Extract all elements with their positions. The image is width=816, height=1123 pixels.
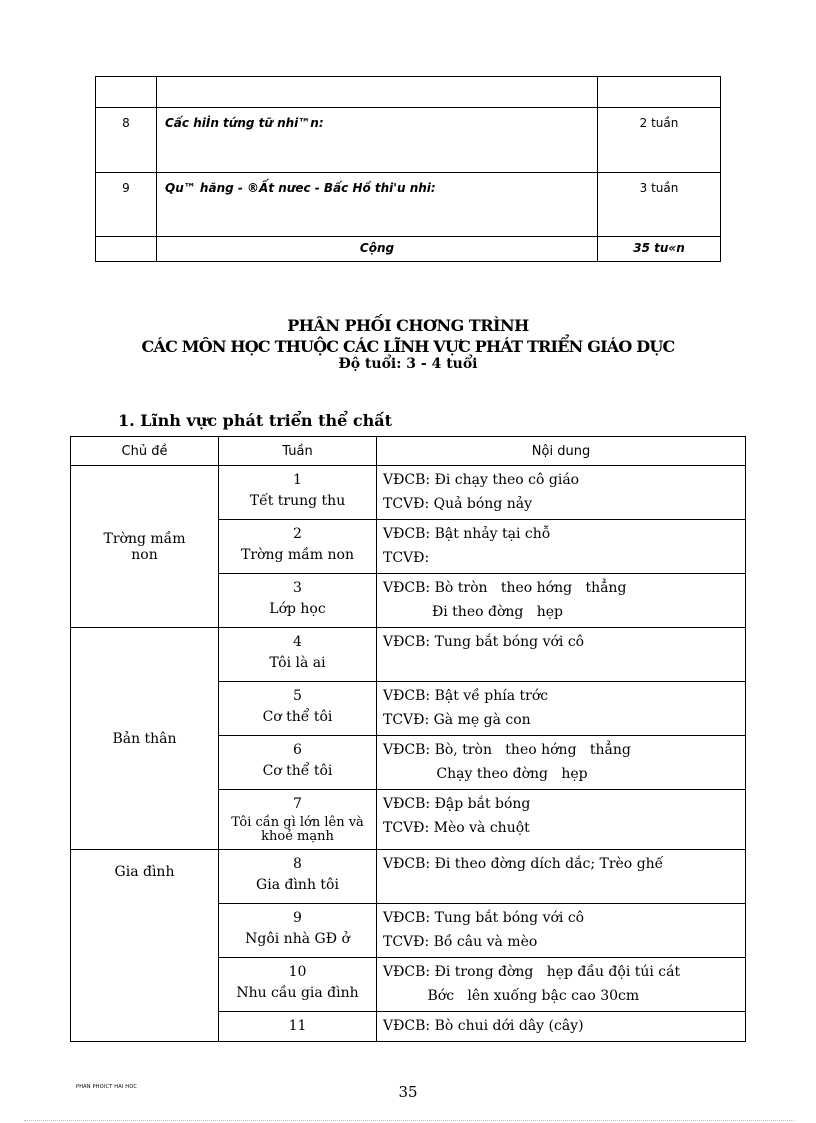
- table-row: [96, 173, 721, 237]
- table-row: [71, 466, 746, 520]
- week-name: Cơ thể tôi: [262, 763, 333, 779]
- week-number: 1: [293, 472, 302, 488]
- week-number: 11: [288, 1018, 307, 1034]
- curriculum-table: [70, 436, 746, 1042]
- content-line: TCVĐ:: [383, 550, 430, 566]
- topic-cell: Gia đình: [114, 864, 175, 880]
- content-line: VĐCB: Tung bắt bóng với cô: [383, 634, 585, 650]
- content-line: Bớc lên xuống bậc cao 30cm: [383, 988, 640, 1004]
- row-duration: [598, 77, 721, 108]
- header-topic: Chủ đề: [71, 437, 219, 466]
- week-name: Ngôi nhà GĐ ở: [245, 931, 350, 947]
- content-line: VĐCB: Bật về phía trớc: [383, 688, 549, 704]
- heading-line-2: CÁC MÔN HỌC THUỘC CÁC LĨNH VỰC PHÁT TRIỂN GIÁO DỤC: [141, 337, 675, 356]
- schedule-table-top: [95, 76, 721, 262]
- topic-cell: Bản thân: [112, 730, 177, 747]
- row-topic: Qu™ hăng - ®Ất nưec - Bấc Hồ thi'u nhi:: [165, 181, 436, 195]
- content-line: TCVĐ: Quả bóng nảy: [383, 496, 533, 512]
- week-name: Nhu cầu gia đình: [236, 985, 359, 1001]
- total-label: Cộng: [359, 241, 395, 255]
- content-line: VĐCB: Đi trong đờng hẹp đầu đội túi cát: [383, 964, 681, 980]
- content-line: VĐCB: Đi theo đờng dích dắc; Trèo ghế: [383, 856, 664, 872]
- content-line: Đi theo đờng hẹp: [383, 604, 563, 620]
- table-row: [96, 77, 721, 108]
- content-line: VĐCB: Bò, tròn theo hớng thẳng: [383, 742, 631, 758]
- footer-tiny-text: PHAN PHOICT HAI HOC: [76, 1084, 138, 1090]
- row-number: 9: [122, 181, 130, 195]
- week-name: Gia đình tôi: [256, 877, 339, 893]
- table-row: [96, 108, 721, 173]
- total-value: 35 tu«n: [633, 241, 685, 255]
- row-duration: 3 tuần: [639, 181, 679, 195]
- week-name: Tôi là ai: [269, 655, 326, 671]
- content-line: VĐCB: Đập bắt bóng: [383, 796, 531, 812]
- page-number: 35: [398, 1083, 418, 1101]
- header-week: Tuần: [219, 437, 377, 466]
- content-line: VĐCB: Bật nhảy tại chỗ: [383, 526, 551, 542]
- content-line: VĐCB: Bò tròn theo hớng thẳng: [383, 580, 627, 596]
- topic-cell: Trờng mầm non: [103, 530, 186, 563]
- week-number: 10: [288, 964, 307, 980]
- week-number: 6: [293, 742, 302, 758]
- week-name: Cơ thể tôi: [262, 709, 333, 725]
- week-name: Lớp học: [269, 601, 326, 617]
- week-number: 8: [293, 856, 302, 872]
- table-row: [71, 628, 746, 682]
- week-name: Tôi cần gì lớn lên và khoẻ mạnh: [231, 815, 364, 844]
- table-row: [71, 850, 746, 904]
- heading-line-1: PHÂN PHỐI CHƠNG TRÌNH: [287, 316, 529, 335]
- week-number: 5: [293, 688, 302, 704]
- week-name: Trờng mầm non: [241, 547, 354, 563]
- table-header-row: [71, 437, 746, 466]
- heading-line-3: Độ tuổi: 3 - 4 tuổi: [338, 356, 478, 372]
- row-topic: Cấc hiİn tứng tữ nhi™n:: [165, 116, 324, 130]
- content-line: Chạy theo đờng hẹp: [383, 766, 588, 782]
- content-line: TCVĐ: Bồ câu và mèo: [383, 934, 538, 950]
- row-number: [96, 77, 157, 108]
- total-row: [96, 237, 721, 262]
- week-number: 2: [293, 526, 302, 542]
- content-line: VĐCB: Tung bắt bóng với cô: [383, 910, 585, 926]
- row-topic: [157, 77, 598, 108]
- week-number: 7: [293, 796, 302, 812]
- content-line: VĐCB: Đi chạy theo cô giáo: [383, 472, 580, 488]
- week-number: 3: [293, 580, 302, 596]
- page-bottom-divider: [24, 1120, 794, 1121]
- content-line: TCVĐ: Mèo và chuột: [383, 820, 530, 836]
- week-number: 4: [293, 634, 302, 650]
- content-line: TCVĐ: Gà mẹ gà con: [383, 712, 531, 728]
- week-number: 9: [293, 910, 302, 926]
- content-line: VĐCB: Bò chui dới dây (cây): [383, 1018, 584, 1034]
- header-content: Nội dung: [377, 437, 746, 466]
- week-name: Tết trung thu: [249, 493, 346, 509]
- section-title: 1. Lĩnh vực phát triển thể chất: [118, 411, 393, 430]
- row-number: 8: [122, 116, 130, 130]
- row-duration: 2 tuần: [639, 116, 679, 130]
